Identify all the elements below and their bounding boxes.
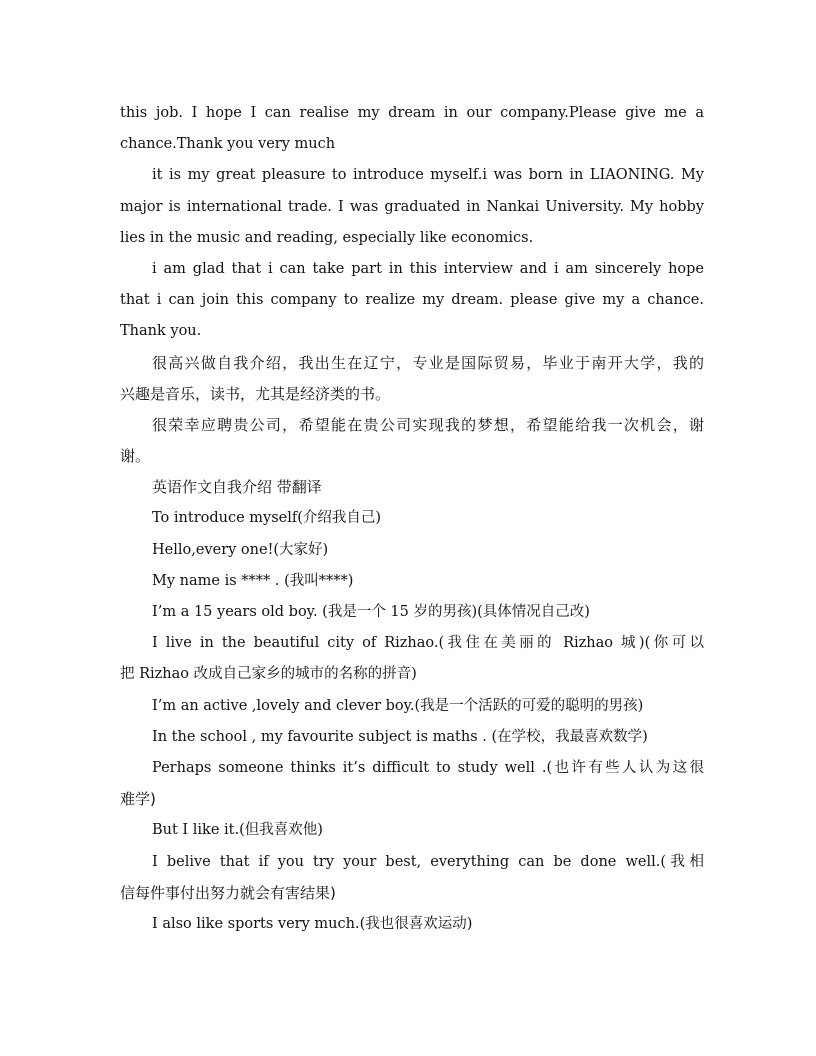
text-line: I live in the beautiful city of Rizhao.(我住在美丽的 Rizhao 城)(你可以 xyxy=(152,635,704,652)
text-line: that i can join this company to realize my dream. please give my a chance. xyxy=(120,292,704,309)
text-line: lies in the music and reading, especially like economics. xyxy=(120,229,534,246)
text-line: I also like sports very much.(我也很喜欢运动) xyxy=(152,915,473,932)
text-line: My name is **** . (我叫****) xyxy=(152,572,354,589)
text-line: 难学) xyxy=(120,790,156,809)
text-line: 很荣幸应聘贵公司，希望能在贵公司实现我的梦想，希望能给我一次机会，谢 xyxy=(152,415,704,434)
text-line: 把 Rizhao 改成自己家乡的城市的名称的拼音) xyxy=(120,666,417,683)
text-line: Hello,every one!(大家好) xyxy=(152,541,329,558)
text-line: chance.Thank you very much xyxy=(120,136,336,153)
text-line: In the school , my favourite subject is maths . (在学校，我最喜欢数学) xyxy=(152,728,648,745)
text-line: 兴趣是音乐，读书，尤其是经济类的书。 xyxy=(120,384,391,403)
text-line: i am glad that i can take part in this interview and i am sincerely hope xyxy=(152,260,704,277)
text-line: I’m a 15 years old boy. (我是一个 15 岁的男孩)(具体情况自己改) xyxy=(152,604,590,620)
text-line: To introduce myself(介绍我自己) xyxy=(152,510,382,527)
text-line: 谢。 xyxy=(120,447,151,466)
text-line: Thank you. xyxy=(120,323,202,340)
section-heading: 英语作文自我介绍 带翻译 xyxy=(152,478,322,497)
text-line: 信每件事付出努力就会有害结果) xyxy=(120,883,336,902)
text-line: major is international trade. I was graduated in Nankai University. My hobby xyxy=(120,198,704,215)
text-line: Perhaps someone thinks it’s difficult to study well .(也许有些人认为这很 xyxy=(152,759,704,776)
text-line: I’m an active ,lovely and clever boy.(我是一个活跃的可爱的聪明的男孩) xyxy=(152,697,644,714)
text-line: it is my great pleasure to introduce myself.i was born in LIAONING. My xyxy=(152,167,704,184)
document-page xyxy=(120,98,704,940)
text-line: I belive that if you try your best, everything can be done well.(我相 xyxy=(152,853,704,870)
text-line: 很高兴做自我介绍，我出生在辽宁，专业是国际贸易，毕业于南开大学，我的 xyxy=(152,353,704,372)
text-line: this job. I hope I can realise my dream in our company.Please give me a xyxy=(120,105,704,121)
text-line: But I like it.(但我喜欢他) xyxy=(152,822,323,839)
